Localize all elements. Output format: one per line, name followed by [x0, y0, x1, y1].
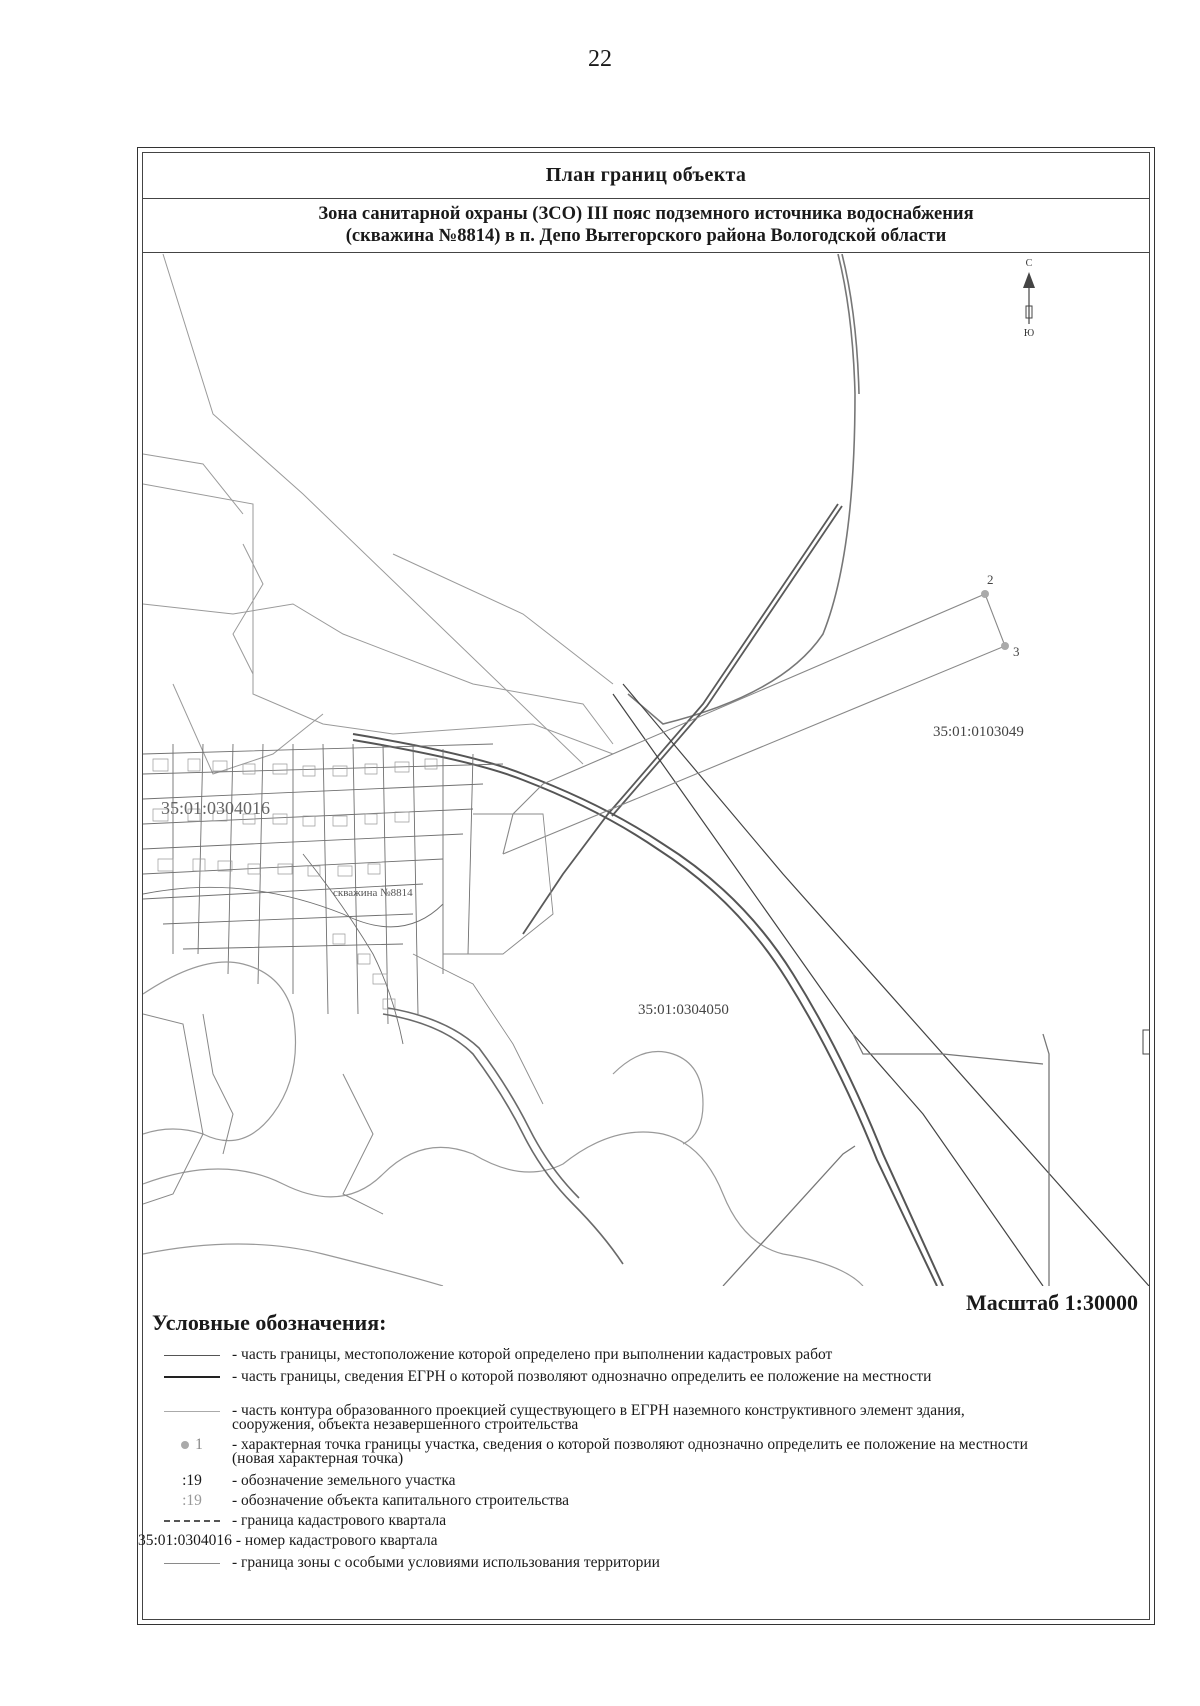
- plan-title: План границ объекта: [142, 152, 1150, 199]
- quarter-label-0103049: 35:01:0103049: [933, 724, 1024, 740]
- map-area: [143, 254, 1149, 1286]
- river-bank: [613, 1052, 703, 1145]
- legend-symbol: [152, 1554, 232, 1572]
- street-grid: [143, 744, 503, 949]
- boundary-line: [393, 554, 613, 684]
- parcel-edge: [723, 1146, 855, 1286]
- east-block: [413, 954, 543, 1104]
- legend-text: - часть границы, сведения ЕГРН о которой позволяют однозначно определить ее положение на местности: [232, 1368, 932, 1385]
- road-south: [383, 1008, 623, 1264]
- parcel-edge: [1043, 1034, 1049, 1286]
- legend-text: - граница кадастрового квартала: [232, 1512, 447, 1529]
- north-arrow: [1023, 258, 1035, 339]
- west-lines: [143, 1014, 383, 1214]
- characteristic-point-2: [981, 590, 989, 598]
- map-scale: Масштаб 1:30000: [965, 1290, 1138, 1315]
- settlement-blocks: [143, 744, 503, 1044]
- boundary-line: [163, 254, 583, 764]
- boundary-line: [173, 684, 323, 774]
- legend-text: - часть контура образованного проекцией существующего в ЕГРН наземного конструктивного элемент здания, сооружения, объекта незавершенного строительства: [232, 1402, 965, 1433]
- legend-code: 1: [195, 1436, 203, 1453]
- edge-marker: [1143, 1030, 1149, 1054]
- legend-code: 35:01:0304016: [138, 1532, 232, 1549]
- legend-code: :19: [182, 1472, 202, 1489]
- quarter-boundary: [613, 684, 1149, 1286]
- plan-subtitle: [142, 199, 1150, 253]
- river-bank: [143, 962, 296, 1141]
- west-line: [343, 1074, 383, 1214]
- legend-item-zone-boundary: [152, 1554, 1112, 1576]
- legend-item-land-plot: [152, 1472, 1112, 1492]
- quarter-label-0304050: 35:01:0304050: [638, 1002, 729, 1018]
- legend-item-quarter-boundary: [152, 1512, 1112, 1532]
- river: [143, 962, 863, 1286]
- south-label: Ю: [1023, 328, 1035, 339]
- legend-item-egrn-boundary: [152, 1368, 1112, 1402]
- legend-symbol: [152, 1472, 232, 1490]
- legend-text: - обозначение объекта капитального строительства: [232, 1492, 570, 1509]
- zso-zone: [503, 594, 1005, 854]
- legend-text-value: - номер кадастрового квартала: [235, 1532, 438, 1549]
- west-line: [143, 1014, 203, 1204]
- subtitle-line-2: (скважина №8814) в п. Депо Вытегорского района Вологодской области: [345, 226, 947, 246]
- legend-symbol: [152, 1402, 232, 1420]
- legend-code: :19: [182, 1492, 202, 1509]
- west-line: [203, 1014, 233, 1154]
- map-canvas: [143, 254, 1149, 1286]
- legend-symbol: [152, 1368, 232, 1386]
- subtitle-line-1: Зона санитарной охраны (ЗСО) III пояс подземного источника водоснабжения: [318, 204, 974, 224]
- boundary-line: [143, 484, 613, 754]
- parcel-boundaries: [143, 254, 613, 774]
- point-label-3: 3: [1013, 644, 1020, 659]
- boundary-line: [233, 544, 263, 674]
- river-bank: [143, 1244, 443, 1286]
- legend-item-survey-boundary: [152, 1346, 1112, 1368]
- page-number: 22: [588, 46, 612, 72]
- legend-symbol: [152, 1492, 232, 1510]
- point-label-2: 2: [987, 572, 994, 587]
- legend-text: - характерная точка границы участка, сведения о которой позволяют однозначно определить ее положение на местности (новая характерная точка): [232, 1436, 1028, 1467]
- legend-item-capital-object: [152, 1492, 1112, 1512]
- east-block: [443, 814, 553, 954]
- east-blocks: [413, 814, 553, 1104]
- river-bank: [143, 1132, 863, 1286]
- boundary-line: [143, 604, 613, 744]
- zone-edge: [503, 784, 543, 854]
- legend-text: [138, 1532, 437, 1548]
- house-footprints: [153, 759, 437, 776]
- zone-edge: [503, 594, 1005, 854]
- quarter-line: [613, 694, 1043, 1286]
- legend-title: Условные обозначения:: [152, 1310, 387, 1335]
- legend-item-building-contour: [152, 1402, 1112, 1436]
- characteristic-point-3: [1001, 642, 1009, 650]
- boundary-line: [143, 454, 243, 514]
- legend-symbol: [152, 1436, 232, 1454]
- legend-item-quarter-number: [138, 1532, 1112, 1554]
- legend-symbol: [152, 1346, 232, 1364]
- legend: [138, 1346, 1112, 1576]
- quarter-label-0304016: 35:01:0304016: [161, 798, 271, 818]
- point-icon: [181, 1441, 189, 1449]
- road-line: [383, 1014, 623, 1264]
- legend-item-point: [152, 1436, 1112, 1472]
- well-label: скважина №8814: [333, 887, 413, 899]
- legend-text: - граница зоны с особыми условиями использования территории: [232, 1554, 660, 1571]
- legend-symbol: [152, 1512, 232, 1530]
- legend-text: - обозначение земельного участка: [232, 1472, 456, 1489]
- north-label: С: [1025, 258, 1033, 269]
- legend-text: - часть границы, местоположение которой определено при выполнении кадастровых работ: [232, 1346, 833, 1363]
- quarter-line: [623, 684, 1149, 1286]
